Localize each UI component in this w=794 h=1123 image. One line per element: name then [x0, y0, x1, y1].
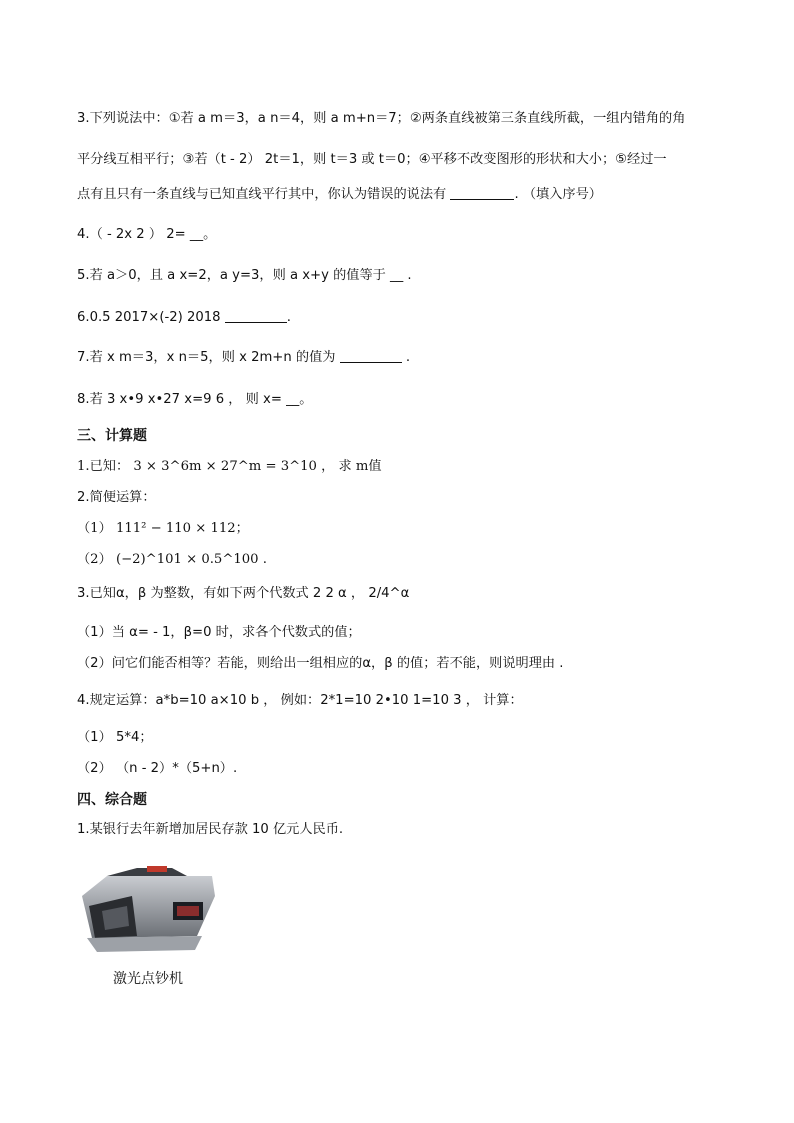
c4: 4.规定运算：a*b=10 a×10 b ， 例如：2*1=10 2•10 1=10 3 ， 计算：	[77, 693, 523, 708]
q4: 4.（ - 2x 2 ） 2= __。	[77, 227, 217, 242]
answer-blank	[450, 187, 514, 200]
c2a: （1） 111² − 110 × 112；	[77, 521, 249, 536]
c3b: （2）问它们能否相等？若能，则给出一组相应的α，β 的值；若不能，则说明理由 .	[77, 656, 564, 671]
answer-blank	[225, 310, 287, 323]
image-caption: 激光点钞机	[113, 971, 183, 987]
answer-blank	[340, 350, 402, 363]
q5: 5.若 a＞0，且 a x=2，a y=3，则 a x+y 的值等于 __ .	[77, 268, 412, 283]
z1: 1.某银行去年新增加居民存款 10 亿元人民币.	[77, 822, 344, 837]
q6: 6.0.5 2017×(-2) 2018 .	[77, 310, 291, 325]
q7: 7.若 x m＝3，x n＝5，则 x 2m+n 的值为 .	[77, 350, 411, 365]
c4a: （1） 5*4；	[77, 730, 153, 745]
q8: 8.若 3 x•9 x•27 x=9 6 ， 则 x= __。	[77, 392, 313, 407]
money-counter-image	[77, 866, 217, 956]
c1: 1.已知： 3 × 3^6m × 27^m = 3^10 ， 求 m值	[77, 459, 382, 474]
c2: 2.简便运算：	[77, 490, 156, 505]
c3a: （1）当 α= - 1，β=0 时，求各个代数式的值；	[77, 625, 361, 640]
section-4-heading: 四、综合题	[77, 792, 147, 808]
section-3-heading: 三、计算题	[77, 428, 147, 444]
c4b: （2） （n - 2）*（5+n）.	[77, 761, 238, 776]
c3: 3.已知α，β 为整数，有如下两个代数式 2 2 α ， 2/4^α	[77, 586, 410, 601]
q3-line3: 点有且只有一条直线与已知直线平行其中，你认为错误的说法有 . （填入序号）	[77, 187, 602, 202]
q3-line2: 平分线互相平行；③若（t - 2） 2t＝1，则 t＝3 或 t＝0；④平移不改变图形的形状和大小；⑤经过一	[77, 152, 667, 167]
q3-line1: 3.下列说法中：①若 a m＝3，a n＝4，则 a m+n＝7；②两条直线被第三条直线所截，一组内错角的角	[77, 111, 686, 126]
c2b: （2） (−2)^101 × 0.5^100 .	[77, 552, 267, 567]
